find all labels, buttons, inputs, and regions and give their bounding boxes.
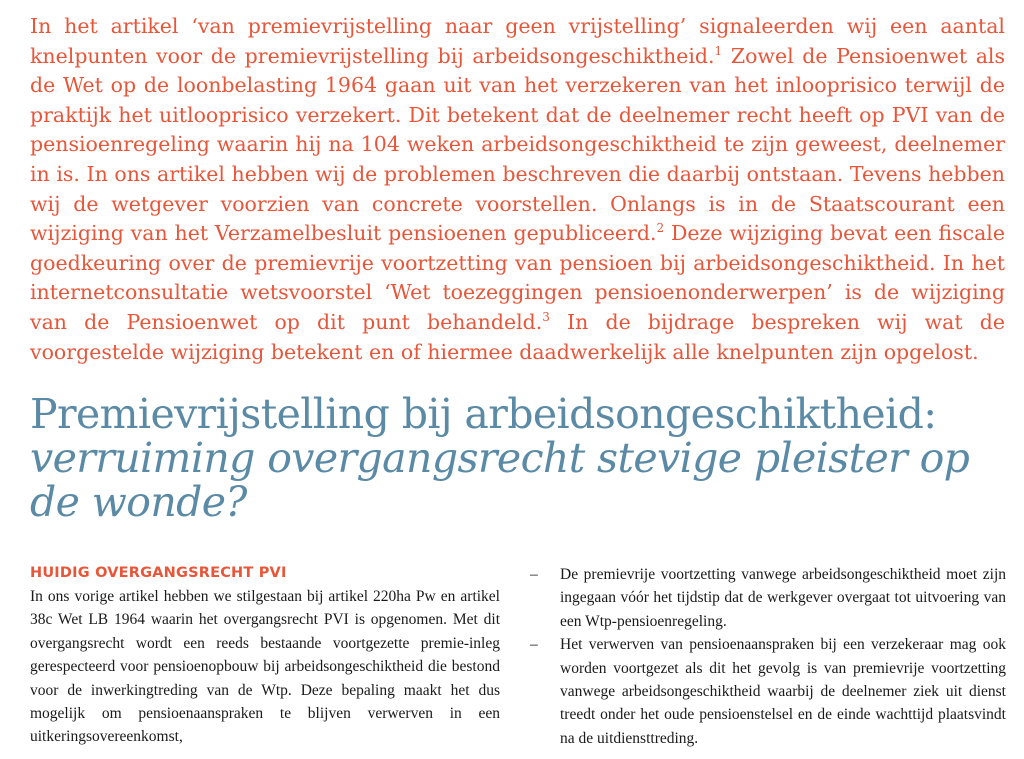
list-item (528, 633, 1006, 750)
intro-paragraph (30, 12, 1005, 367)
title-main: Premievrijstelling bij arbeidsongeschiktheid: (30, 390, 937, 438)
list-item-text: De premievrije voortzetting vanwege arbeidsongeschiktheid moet zijn ingegaan vóór het tijdstip dat de werkgever overgaat tot uitvoering van een Wtp-pensioenregeling. (560, 566, 1006, 630)
footnote-ref-1[interactable]: 1 (714, 43, 723, 58)
intro-text-4: In de bijdrage bespreken wij wat de voorgestelde wijziging betekent en of hiermee daadwerkelijk alle knelpunten zijn opgelost. (30, 309, 1005, 364)
dash-bullet: – (530, 636, 538, 654)
right-column-list (528, 563, 1006, 750)
intro-text-3: Deze wijziging bevat een fiscale goedkeuring over de premievrije voortzetting van pensioen bij arbeidsongeschiktheid. In het internetconsultatie wetsvoorstel ‘Wet toezeggingen pensioenonderwerpen’ is de wijziging van de Pensioenwet op dit punt behandeld. (30, 221, 1005, 334)
footnote-ref-3[interactable]: 3 (542, 309, 550, 324)
section-heading: HUIDIG OVERGANGSRECHT PVI (30, 565, 287, 581)
footnote-ref-2[interactable]: 2 (656, 221, 665, 236)
intro-text-2: Zowel de Pensioenwet als de Wet op de loonbelasting 1964 gaan uit van het verzekeren van het inlooprisico terwijl de praktijk het uitlooprisico verzekert. Dit betekent dat de deelnemer recht heeft op PVI van de pensioenregeling waarin hij na 104 weken arbeidsongeschiktheid te zijn geweest, deelnemer in is. In ons artikel hebben wij de problemen beschreven die daarbij ontstaan. Tevens hebben wij de wetgever voorzien van concrete voorstellen. Onlangs is in de Staatscourant een wijziging van het Verzamelbesluit pensioenen gepubliceerd. (30, 43, 1005, 246)
article-title (30, 392, 1010, 524)
dash-bullet: – (530, 566, 538, 583)
intro-text-1: In het artikel ‘van premievrijstelling naar geen vrijstelling’ signaleerden wij een aantal knelpunten voor de premievrijstelling bij arbeidsongeschiktheid. (30, 14, 1005, 68)
title-subtitle: verruiming overgangsrecht stevige pleister op de wonde? (30, 434, 970, 526)
left-column (30, 563, 500, 749)
section-body: In ons vorige artikel hebben we stilgestaan bij artikel 220ha Pw en artikel 38c Wet LB 1964 waarin het overgangsrecht PVI is opgenomen. Met dit overgangsrecht wordt een reeds bestaande voortgezette premie-inleg gerespecteerd voor pensioenopbouw bij arbeidsongeschiktheid die bestond voor de inwerkingtreding van de Wtp. Deze bepaling maakt het dus mogelijk om pensioenaanspraken te blijven verwerven in een uitkeringsovereenkomst, (30, 588, 500, 746)
list-item-text: Het verwerven van pensioenaanspraken bij een verzekeraar mag ook worden voortgezet als dit het gevolg is van premievrije voortzetting vanwege arbeidsongeschiktheid waarbij de deelnemer ziek uit dienst treedt onder het oude pensioenstelsel en de einde wachttijd plaatsvindt na de uitdiensttreding. (560, 636, 1006, 747)
list-item (528, 563, 1006, 633)
